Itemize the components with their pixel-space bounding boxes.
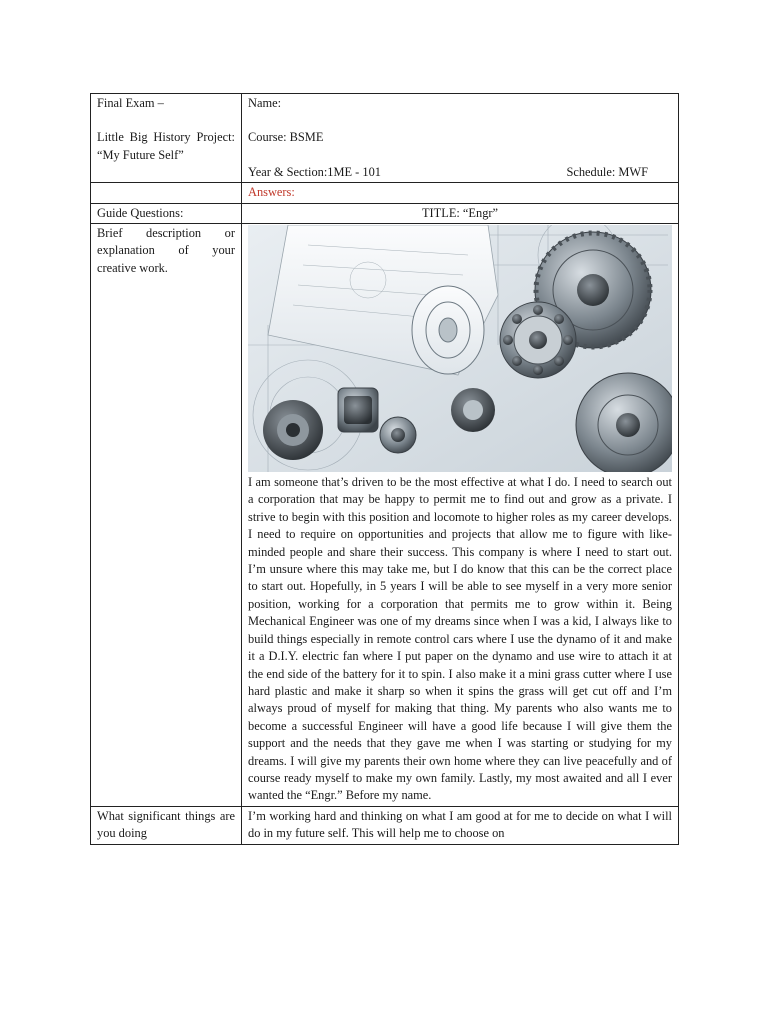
answers-cell bbox=[242, 183, 679, 203]
answers-empty-cell bbox=[91, 183, 242, 203]
answer-cell bbox=[242, 806, 679, 844]
engineering-gears-image bbox=[248, 225, 672, 472]
answer-text: I’m working hard and thinking on what I am good at for me to decide on what I will do in my future self. This will help me to choose on bbox=[248, 808, 672, 841]
project-title: Little Big History Project: “My Future Self” bbox=[97, 130, 235, 162]
answers-label: Answers: bbox=[248, 185, 295, 200]
student-info-cell bbox=[242, 94, 679, 183]
answer-cell bbox=[242, 224, 679, 807]
year-section-label: Year & Section:1ME - 101 bbox=[248, 164, 381, 179]
work-title: TITLE: “Engr” bbox=[421, 205, 499, 220]
answers-row bbox=[91, 183, 679, 203]
table-row bbox=[91, 806, 679, 844]
guide-row bbox=[91, 203, 679, 223]
essay-answer: I am someone that’s driven to be the most effective at what I do. I need to search out a corporation that may be happy to permit me to find out and grow as a private. I strive to begin with this position and locomote to higher roles as my career develops. I need to require on opportunities and projects that allow me to figure with like-minded people and share their success. This company is where I need to start out. I’m unsure where this may take me, but I do know that this can be the correct place to start out. Hopefully, in 5 years I will be able to see myself in a very more senior position, working for a corporation that permits me to grow within it. Being Mechanical Engineer was one of my dreams since when I was a kid, I always like to build things especially in remote control cars where I use the dynamo of it and make it a D.I.Y. electric fan where I put paper on the dynamo and use wire to attach it at the end side of the battery for it to spin. I also make it a mini grass cutter where I use hard plastic and make it sharp so when it spins the grass will get cut off and I’m always proud of myself for making that thing. My parents who also wants me to become a successful Engineer will have a good life because I will give them the support and the needs that they gave me when I was starting or studying for my dreams. I will give my parents their own home where they can live peacefully and of course ready myself to make my own family. Lastly, my most awaited and all I ever wanted the “Engr.” Before my name. bbox=[248, 475, 672, 803]
question-cell bbox=[91, 224, 242, 807]
question-cell bbox=[91, 806, 242, 844]
guide-questions-cell bbox=[91, 203, 242, 223]
header-row bbox=[91, 94, 679, 183]
question-text: What significant things are you doing bbox=[97, 808, 235, 841]
section-schedule-row bbox=[248, 164, 672, 181]
exam-info-cell bbox=[91, 94, 242, 183]
title-cell bbox=[242, 203, 679, 223]
course-label: Course: BSME bbox=[248, 130, 324, 145]
exam-label: Final Exam – bbox=[97, 96, 164, 110]
question-text: Brief description or explanation of your creative work. bbox=[97, 226, 235, 275]
name-label: Name: bbox=[248, 96, 282, 110]
schedule-label: Schedule: MWF bbox=[566, 164, 648, 179]
table-row bbox=[91, 224, 679, 807]
guide-questions-label: Guide Questions: bbox=[97, 205, 184, 220]
exam-table bbox=[90, 93, 679, 845]
